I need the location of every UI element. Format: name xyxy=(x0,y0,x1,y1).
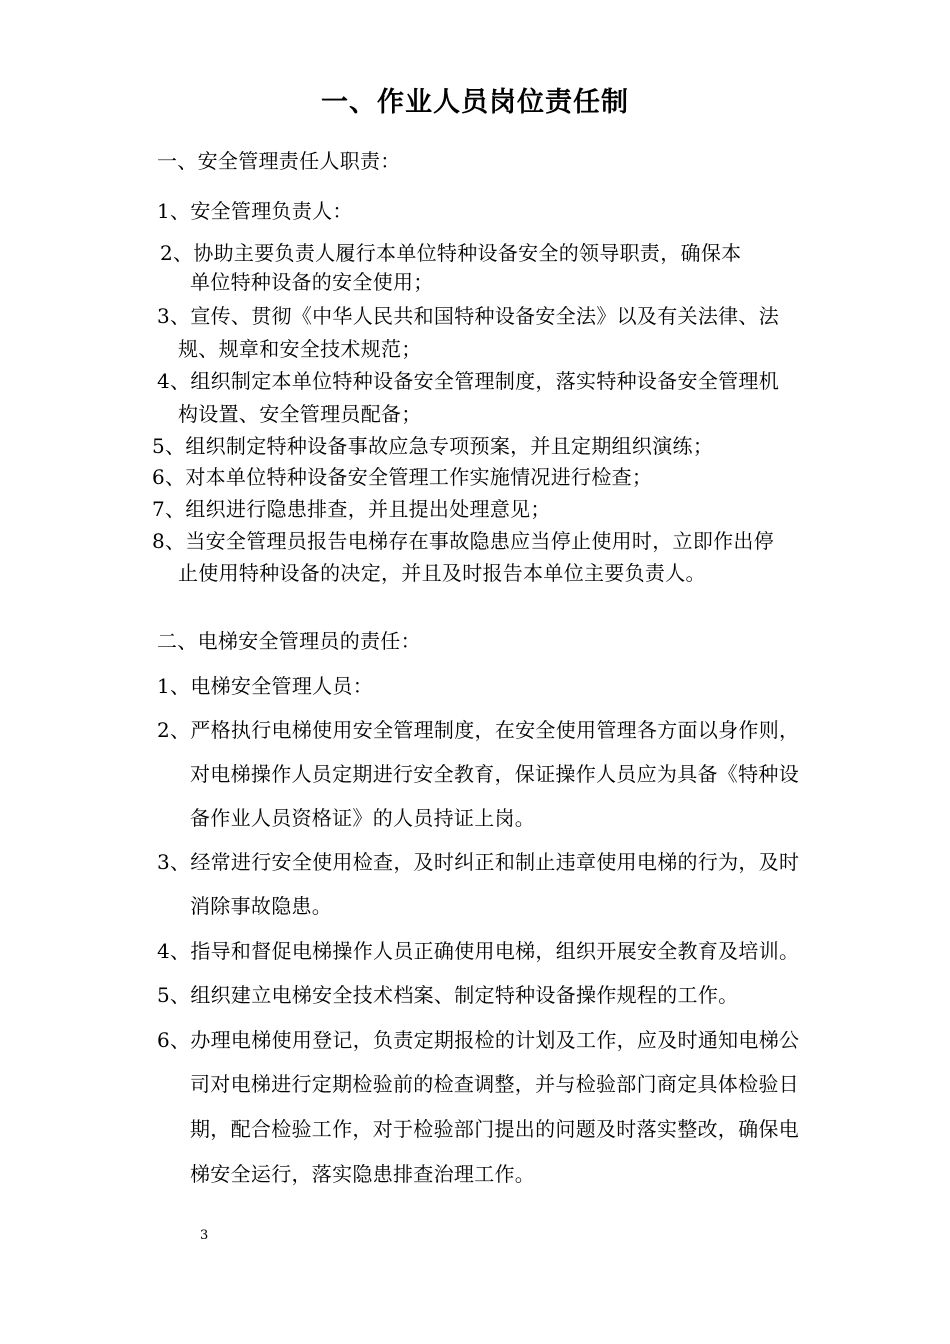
section2-line: 6、办理电梯使用登记，负责定期报检的计划及工作，应及时通知电梯公 xyxy=(157,1028,800,1052)
section2-line: 备作业人员资格证》的人员持证上岗。 xyxy=(190,806,536,830)
section2-line: 3、经常进行安全使用检查，及时纠正和制止违章使用电梯的行为，及时 xyxy=(157,850,800,874)
section1-line: 构设置、安全管理员配备； xyxy=(178,402,422,426)
section1-line: 7、组织进行隐患排查，并且提出处理意见； xyxy=(152,497,551,521)
section2-line: 5、组织建立电梯安全技术档案、制定特种设备操作规程的工作。 xyxy=(157,983,739,1007)
section2-line: 消除事故隐患。 xyxy=(190,894,333,918)
section2-line: 2、严格执行电梯使用安全管理制度，在安全使用管理各方面以身作则， xyxy=(157,718,800,742)
section2-line: 司对电梯进行定期检验前的检查调整，并与检验部门商定具体检验日 xyxy=(190,1072,799,1096)
section1-line: 2、协助主要负责人履行本单位特种设备安全的领导职责，确保本 xyxy=(160,241,742,265)
section2-line: 1、电梯安全管理人员： xyxy=(157,674,374,698)
section2-line: 梯安全运行，落实隐患排查治理工作。 xyxy=(190,1162,536,1186)
section2-line: 对电梯操作人员定期进行安全教育，保证操作人员应为具备《特种设 xyxy=(190,762,799,786)
page-number: 3 xyxy=(200,1228,209,1243)
section1-heading: 一、安全管理责任人职责： xyxy=(157,149,401,173)
section1-line: 规、规章和安全技术规范； xyxy=(178,337,422,361)
section2-heading: 二、电梯安全管理员的责任： xyxy=(157,629,421,653)
section2-line: 期，配合检验工作，对于检验部门提出的问题及时落实整改，确保电 xyxy=(190,1117,799,1141)
section1-line: 4、组织制定本单位特种设备安全管理制度，落实特种设备安全管理机 xyxy=(157,369,780,393)
section1-line: 3、宣传、贯彻《中华人民共和国特种设备安全法》以及有关法律、法 xyxy=(157,304,780,328)
section1-line: 止使用特种设备的决定，并且及时报告本单位主要负责人。 xyxy=(178,561,706,585)
page-title: 一、作业人员岗位责任制 xyxy=(321,87,629,118)
section1-line: 5、组织制定特种设备事故应急专项预案，并且定期组织演练； xyxy=(152,434,714,458)
section1-line: 1、安全管理负责人： xyxy=(157,199,353,223)
section2-line: 4、指导和督促电梯操作人员正确使用电梯，组织开展安全教育及培训。 xyxy=(157,939,800,963)
section1-line: 8、当安全管理员报告电梯存在事故隐患应当停止使用时，立即作出停 xyxy=(152,529,775,553)
section1-line: 6、对本单位特种设备安全管理工作实施情况进行检查； xyxy=(152,465,653,489)
section1-line: 单位特种设备的安全使用； xyxy=(190,270,434,294)
